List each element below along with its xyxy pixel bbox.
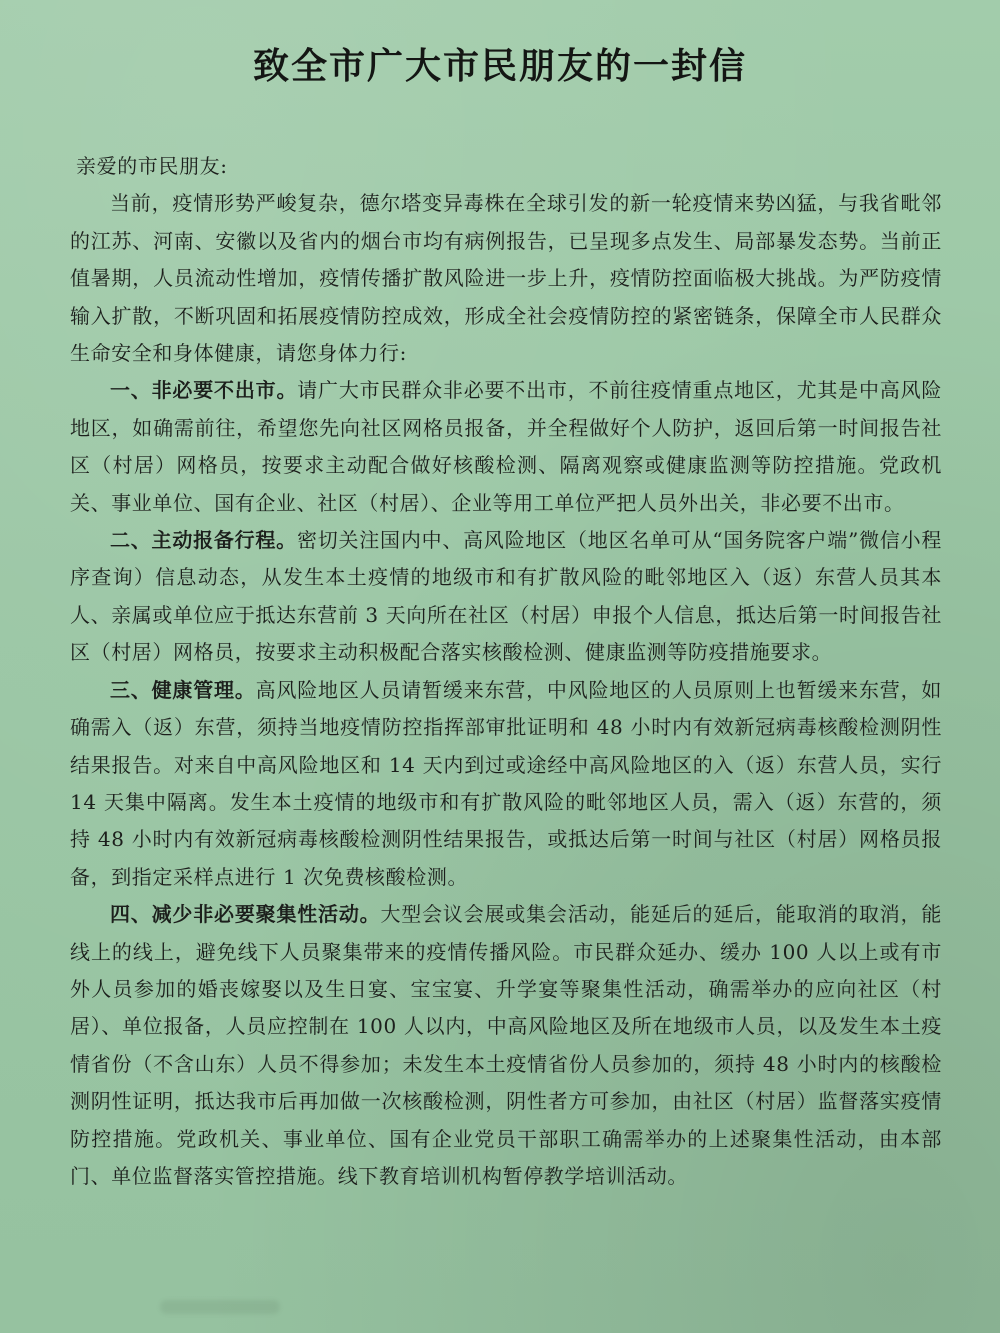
- section-3: [70, 672, 942, 896]
- section-3-heading: 三、健康管理。: [110, 677, 256, 702]
- section-4-heading: 四、减少非必要聚集性活动。: [110, 902, 381, 927]
- letter-intro: 当前，疫情形势严峻复杂，德尔塔变异毒株在全球引发的新一轮疫情来势凶猛，与我省毗邻的江苏、河南、安徽以及省内的烟台市均有病例报告，已呈现多点发生、局部暴发态势。当前正值暑期，人员流动性增加，疫情传播扩散风险进一步上升，疫情防控面临极大挑战。为严防疫情输入扩散，不断巩固和拓展疫情防控成效，形成全社会疫情防控的紧密链条，保障全市人民群众生命安全和身体健康，请您身体力行:: [70, 191, 942, 366]
- section-2-text: 密切关注国内中、高风险地区（地区名单可从“国务院客户端”微信小程序查询）信息动态，从发生本土疫情的地级市和有扩散风险的毗邻地区入（返）东营人员其本人、亲属或单位应于抵达东营前 3 天向所在社区（村居）申报个人信息，抵达后第一时间报告社区（村居）网格员，按要求主动积极配合落实核酸检测、健康监测等防疫措施要求。: [70, 528, 942, 665]
- letter-greeting: 亲爱的市民朋友:: [76, 154, 228, 178]
- section-4: [70, 896, 942, 1195]
- section-1: [70, 372, 942, 522]
- paper-stain: [160, 1300, 280, 1314]
- section-2-heading: 二、主动报备行程。: [110, 528, 297, 553]
- section-2: [70, 522, 942, 672]
- letter-body: [70, 148, 942, 1195]
- letter-title: 致全市广大市民朋友的一封信: [252, 46, 747, 87]
- section-3-text: 高风险地区人员请暂缓来东营，中风险地区的人员原则上也暂缓来东营，如确需入（返）东营，须持当地疫情防控指挥部审批证明和 48 小时内有效新冠病毒核酸检测阴性结果报告。对来自中高风险地区和 14 天内到过或途经中高风险地区的入（返）东营人员，实行 14 天集中隔离。发生本土疫情的地级市和有扩散风险的毗邻地区人员，需入（返）东营的，须持 48 小时内有效新冠病毒核酸检测阴性结果报告，或抵达后第一时间与社区（村居）网格员报备，到指定采样点进行 1 次免费核酸检测。: [70, 677, 942, 889]
- section-1-heading: 一、非必要不出市。: [110, 378, 298, 403]
- section-4-text: 大型会议会展或集会活动，能延后的延后，能取消的取消，能线上的线上，避免线下人员聚集带来的疫情传播风险。市民群众延办、缓办 100 人以上或有市外人员参加的婚丧嫁娶以及生日宴、宝宝宴、升学宴等聚集性活动，确需举办的应向社区（村居）、单位报备，人员应控制在 100 人以内，中高风险地区及所在地级市人员，以及发生本土疫情省份（不含山东）人员不得参加；未发生本土疫情省份人员参加的，须持 48 小时内的核酸检测阴性证明，抵达我市后再加做一次核酸检测，阴性者方可参加，由社区（村居）监督落实疫情防控措施。党政机关、事业单位、国有企业党员干部职工确需举办的上述聚集性活动，由本部门、单位监督落实管控措施。线下教育培训机构暂停教学培训活动。: [70, 902, 942, 1188]
- section-1-text: 请广大市民群众非必要不出市，不前往疫情重点地区，尤其是中高风险地区，如确需前往，希望您先向社区网格员报备，并全程做好个人防护，返回后第一时间报告社区（村居）网格员，按要求主动配合做好核酸检测、隔离观察或健康监测等防控措施。党政机关、事业单位、国有企业、社区（村居）、企业等用工单位严把人员外出关，非必要不出市。: [70, 378, 942, 515]
